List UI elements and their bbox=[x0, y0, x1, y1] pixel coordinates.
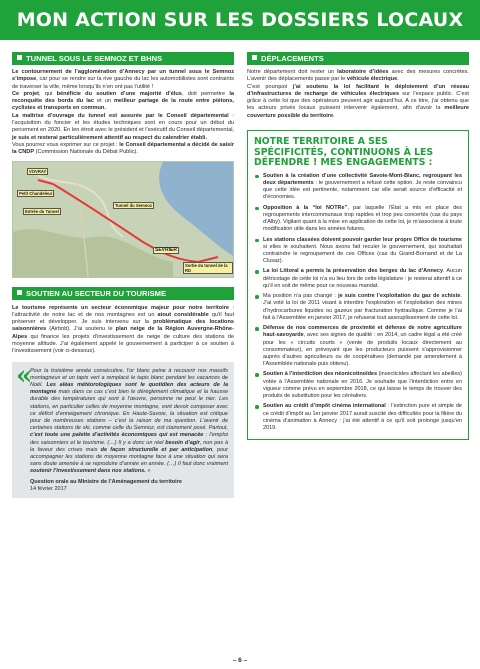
emphasis-text: j’ai soutenu la loi facilitant le déploiement d’un réseau d’infrastructures de recharge de véhicules électriques bbox=[247, 83, 469, 97]
square-bullet-icon bbox=[17, 55, 22, 60]
map-graphic bbox=[13, 162, 234, 277]
emphasis-text: problématique des locations saisonnières bbox=[12, 319, 235, 333]
body-text: . J’ai voté la loi de 2011 visant à interdire l’exploration et l’exploitation des mines d’hydrocarbures liquides ou gazeux par fracturation hydraulique. Comme je l’ai fait à l’Assemblée en janvier 2017, je refuserai tout assouplissement de cette loi. bbox=[263, 293, 463, 321]
emphasis-text: soutenir l’investissement dans nos stations. bbox=[30, 468, 146, 475]
body-text: (insecticides affectant les abeilles) votée à l’Assemblée nationale en 2016. Je souhaite que l’interdiction entre en vigueur comme prévu en septembre 2018, ce qui laisse le temps de trouver des produits de substitution pour les céréaliers. bbox=[263, 371, 462, 399]
engagement-item bbox=[254, 325, 462, 368]
emphasis-text: le Conseil départemental a décidé de saisir la CNDP bbox=[12, 141, 234, 156]
section-heading-tourisme bbox=[12, 287, 234, 300]
section-heading-deplacements bbox=[247, 52, 469, 65]
engagement-item bbox=[254, 173, 462, 201]
body-text: , par laquelle l’État a mis en place des regroupements intercommunaux trop rapides et trop peu concertés (cas du pays d’Alby). Vigilant quant à la mise en application de cette loi, je m’associerai à toute modification utile dans les années futures. bbox=[263, 204, 462, 232]
emphasis-text: La loi Littoral a permis la préservation des berges du lac d’Annecy bbox=[263, 268, 444, 275]
right-column bbox=[247, 52, 469, 440]
body-text: : l’attractivité de notre lac et de nos montagnes est un bbox=[12, 304, 234, 318]
tunnel-paragraph-3 bbox=[12, 113, 234, 142]
body-text: , doit permettre bbox=[181, 90, 230, 97]
body-text: (Airbnb). J’ai soutenu le bbox=[46, 326, 116, 333]
emphasis-text: Les aléas météorologiques sont le quotidien des acteurs de la montagne bbox=[30, 382, 229, 396]
emphasis-text: bénéficie du soutien d’une majorité d’élus bbox=[56, 90, 182, 97]
emphasis-text: Opposition à la “loi NOTRe” bbox=[263, 204, 348, 211]
emphasis-text: Ce projet bbox=[12, 90, 39, 97]
body-text: Vous pourrez vous exprimer sur ce projet : bbox=[12, 141, 120, 148]
page-banner bbox=[0, 0, 480, 40]
body-text: » bbox=[145, 468, 151, 475]
deplacements-paragraph-1 bbox=[247, 69, 469, 84]
engagements-heading: NOTRE TERRITOIRE A SES SPÉCIFICITÉS, CONTINUONS À LES DÉFENDRE ! MES ENGAGEMENTS : bbox=[254, 136, 434, 169]
body-text: qui finance les projets d’investissement de neige de culture des stations de moyenne altitude. J’ai également appelé le gouvernement à participer à ce soutien à l’investissement (voir ci-dessous). bbox=[12, 333, 234, 355]
emphasis-text: je suis contre l’exploitation du gaz de schiste bbox=[338, 293, 461, 300]
deplacements-paragraph-2 bbox=[247, 84, 469, 120]
body-text: si elles le souhaitent. Nous avons fait reculer le gouvernement, qui souhaitait contraindre le regroupement de ces Offices (cas du Grand-Bornand et de La Clusaz). bbox=[263, 243, 462, 264]
engagement-item bbox=[254, 293, 462, 321]
emphasis-text: Le contournement de l’agglomération d’Annecy par un tunnel sous le Semnoz s’impose bbox=[12, 69, 234, 83]
body-text: . bbox=[333, 112, 335, 119]
quote-mark-icon: « bbox=[16, 360, 33, 391]
section-heading-tunnel bbox=[12, 52, 234, 65]
engagements-list bbox=[254, 173, 462, 432]
engagements-box bbox=[247, 130, 469, 440]
body-text: , pour accompagner les stations de moyenne montagne face à une situation qui sera sans doute amenée à se reproduire d’année en année. (…) Il faut donc vraiment bbox=[30, 446, 228, 468]
body-text: : le gouvernement a refusé cette option. Je reste convaincu que cette idée est pertinente, notamment car elle serait source d’efficacité et d’économies. bbox=[263, 179, 462, 200]
emphasis-text: Les stations classées doivent pouvoir garder leur propre Office de tourisme bbox=[263, 236, 462, 243]
map-label-petit-chandeleur: Petit Chandeleur bbox=[19, 190, 53, 196]
emphasis-text: Soutien au crédit d’impôt cinéma international bbox=[263, 403, 386, 410]
emphasis-text: c’est toute une palette d’activités économiques qui est menacée bbox=[30, 432, 204, 439]
emphasis-text: Soutien à la création d’une collectivité Savoie-Mont-Blanc, regroupant les deux départements bbox=[263, 172, 462, 186]
emphasis-text: meilleur partage de la route entre piétons, cyclistes et transports en commun. bbox=[12, 98, 234, 112]
quote-date: 14 février 2017 bbox=[30, 485, 67, 492]
square-bullet-icon bbox=[17, 290, 22, 295]
tunnel-paragraph-2 bbox=[12, 91, 234, 113]
tunnel-paragraph-1 bbox=[12, 69, 234, 91]
square-bullet-icon bbox=[252, 55, 257, 60]
body-text: qu’il faut préserver et développer. Je suis intervenu sur la bbox=[12, 311, 235, 326]
map-label-sevrier: SEVRIER bbox=[155, 246, 177, 253]
body-text: mais dans ce cas c’est bien le dérèglement climatique et la hausse durable des températures qui sont à l’œuvre, personne ne peut le nier. Les stations, en particulier celles de moyenne montagne, vont devoir composer avec ce déficit d’enneigement chronique. En Haute-Savoie, la situation est critique pour de nombreuses stations – c’est la raison de ma question. L’avenir de certaines stations de ski, comme celle du Semnoz, est clairement posé. Partout, bbox=[30, 389, 228, 432]
body-text: , avec ses signes de qualité : en 2014, un cadre légal a été créé pour les « circuits courts » (vente de produits locaux directement au consommateur), en prévoyant que les producteurs puissent s’approvisionner auprès d’autres agriculteurs ou de coopératives (demandé par amendement à l’Assemblée nationale puis obtenu). bbox=[263, 332, 462, 367]
body-text: : l’extinction pure et simple de ce crédit d’impôt au 1er janvier 2017 aurait suscité des difficultés pour la filière du cinéma d’animation à Annecy : j’ai été attentif à ce qu’il soit prolongé jusqu’en 2019. bbox=[263, 403, 462, 431]
body-text: . Aucun détricotage de cette loi n’a eu lieu lors de cette législature : je resterai attentif à ce qu’il en soit de même pour ce nouveau mandat. bbox=[263, 268, 462, 289]
emphasis-text: Soutien à l’interdiction des néonicotinoïdes bbox=[263, 371, 378, 378]
tourisme-paragraph-1 bbox=[12, 305, 234, 356]
emphasis-text: plan neige de la Région Auvergne-Rhône-Alpes bbox=[12, 326, 235, 340]
emphasis-text: besoin d’agir bbox=[165, 439, 200, 446]
body-text: avec des mesures concrètes. L’avenir des déplacements passe par le bbox=[247, 69, 469, 83]
emphasis-text: la reconquête des bords du lac bbox=[12, 90, 234, 105]
quote-text bbox=[30, 368, 228, 476]
engagement-item bbox=[254, 237, 462, 265]
body-text: . bbox=[397, 76, 399, 83]
engagement-item bbox=[254, 268, 462, 289]
emphasis-text: Défense de nos commerces de proximité et défense de notre agriculture haut-savoyarde bbox=[263, 325, 462, 339]
map-label-vovray: VOVRAY bbox=[29, 168, 47, 174]
emphasis-text: La maîtrise d’ouvrage du tunnel est assurée par le Conseil départemental bbox=[12, 112, 229, 119]
emphasis-text: atout considérable bbox=[157, 311, 209, 318]
body-text: Ma position n’a pas changé : bbox=[263, 293, 339, 300]
body-text: : l’emploi des saisonniers et le tourisme. (…) Il y a donc un réel bbox=[30, 432, 228, 446]
body-text: Pour la troisième année consécutive, l’or blanc peine à recouvrir nos massifs montagneux et un tapis vert a remplacé le tapis blanc pendant les vacances de Noël. bbox=[30, 367, 228, 389]
emphasis-text: véhicule électrique bbox=[346, 76, 398, 83]
quote-source: Question orale au Ministre de l’Aménagement du territoire bbox=[30, 478, 182, 485]
page-number: – 6 – bbox=[232, 657, 248, 664]
emphasis-text: Le tourisme représente un secteur économique majeur pour notre territoire bbox=[12, 304, 230, 311]
map-label-tunnel: Tunnel du Semnoz bbox=[115, 202, 152, 208]
body-text: (Commission Nationale du Débat Public). bbox=[34, 149, 138, 156]
emphasis-text: laboratoire d’idées bbox=[337, 69, 389, 75]
quote-box bbox=[12, 362, 234, 498]
body-text: : l’acquisition du foncier et les études techniques sont en cours pour un début du percement en 2020. En len étroit avec le président et l’exécutif du Conseil départemental, bbox=[12, 112, 234, 134]
tunnel-paragraph-4 bbox=[12, 142, 234, 157]
emphasis-text: je suis et resterai particulièrement attentif au respect du calendrier établi. bbox=[12, 134, 207, 141]
body-text: Notre département doit rester un bbox=[247, 69, 338, 75]
engagement-item bbox=[254, 371, 462, 399]
emphasis-text: de façon structurelle et par anticipation bbox=[100, 446, 213, 453]
section-heading-tunnel-label: TUNNEL SOUS LE SEMNOZ ET BHNS bbox=[26, 54, 163, 63]
body-text: , non pas à la faveur des crises mais bbox=[30, 439, 228, 453]
body-text: , car pour se rendre sur la rive gauche du lac les automobilistes sont contraints de traverser la ville, même lorsqu’ils n’en ont pas l’utilité ! bbox=[12, 76, 234, 90]
map-label-entree: Entrée du Tunnel bbox=[25, 208, 59, 214]
left-column bbox=[12, 52, 234, 498]
engagement-item bbox=[254, 403, 462, 431]
body-text: C’est pourquoi bbox=[247, 83, 293, 90]
section-heading-deplacements-label: DÉPLACEMENTS bbox=[261, 54, 324, 63]
map-label-sortie: Sortie du tunnel de la RD bbox=[183, 262, 233, 274]
page-title: MON ACTION SUR LES DOSSIERS LOCAUX bbox=[16, 9, 464, 31]
section-heading-tourisme-label: SOUTIEN AU SECTEUR DU TOURISME bbox=[26, 288, 167, 298]
body-text: et un bbox=[94, 98, 114, 105]
engagement-item bbox=[254, 205, 462, 233]
body-text: , qui bbox=[39, 90, 57, 97]
body-text: sur l’espace public. C’est grâce à cette loi que des opérateurs peuvent agir aujourd’hui. A ce titre, j’ai obtenu que les acteurs privés locaux puissent intervenir également, afin d’avoir la bbox=[247, 90, 469, 112]
emphasis-text: meilleure couverture possible du territoire bbox=[247, 105, 469, 119]
tunnel-map bbox=[12, 161, 234, 278]
